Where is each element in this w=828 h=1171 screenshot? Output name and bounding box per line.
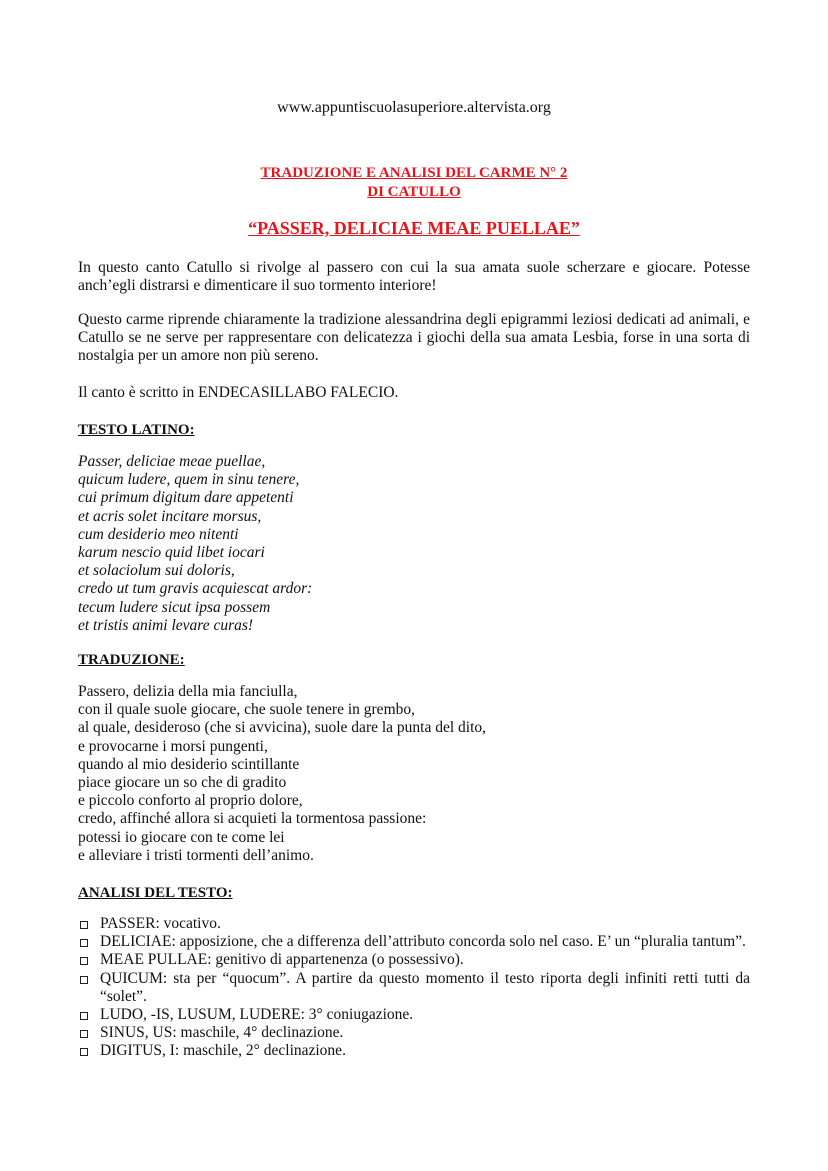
analysis-item-text: PASSER: vocativo. bbox=[100, 915, 221, 932]
intro-paragraph: Questo carme riprende chiaramente la tradizione alessandrina degli epigrammi leziosi dedicati ad animali, e Catullo se ne serve per rappresentare con delicatezza i giochi della sua amata Lesbia, forse in una sorta di nostalgia per un amore non più sereno. bbox=[78, 311, 750, 365]
verse-line: e alleviare i tristi tormenti dell’animo. bbox=[78, 846, 314, 864]
verse-line: Passer, deliciae meae puellae, bbox=[78, 453, 266, 470]
site-header: www.appuntiscuolasuperiore.altervista.org bbox=[277, 99, 551, 116]
analysis-list bbox=[78, 915, 750, 1061]
analysis-item bbox=[78, 1042, 750, 1060]
analysis-item bbox=[78, 970, 750, 1006]
verse-line: credo ut tum gravis acquiescat ardor: bbox=[78, 580, 313, 598]
verse-line: karum nescio quid libet iocari bbox=[78, 544, 265, 562]
analysis-item-text: DIGITUS, I: maschile, 2° declinazione. bbox=[100, 1042, 346, 1060]
verse-line: tecum ludere sicut ipsa possem bbox=[78, 598, 271, 616]
verse-line: quando al mio desiderio scintillante bbox=[78, 755, 300, 773]
analysis-item-text: QUICUM: sta per “quocum”. A partire da questo momento il testo riporta degli infiniti retti tutti da “solet”. bbox=[100, 969, 750, 1005]
analysis-item bbox=[78, 933, 750, 951]
analysis-item-text: DELICIAE: apposizione, che a differenza dell’attributo concorda solo nel caso. E’ un “pluralia tantum”. bbox=[100, 933, 746, 951]
analysis-item bbox=[78, 915, 750, 933]
latin-heading: TESTO LATINO: bbox=[78, 422, 195, 438]
latin-text bbox=[78, 453, 750, 635]
analysis-item-text: LUDO, -IS, LUSUM, LUDERE: 3° coniugazione. bbox=[100, 1006, 414, 1024]
analysis-item bbox=[78, 1024, 750, 1042]
verse-line: et tristis animi levare curas! bbox=[78, 616, 254, 634]
verse-line: cum desiderio meo nitenti bbox=[78, 525, 239, 543]
verse-line: potessi io giocare con te come lei bbox=[78, 828, 285, 846]
verse-line: credo, affinché allora si acquieti la tormentosa passione: bbox=[78, 810, 427, 828]
verse-line: quicum ludere, quem in sinu tenere, bbox=[78, 471, 300, 489]
analysis-item bbox=[78, 1006, 750, 1024]
checkbox-bullet-icon bbox=[80, 1048, 88, 1056]
verse-line: piace giocare un so che di gradito bbox=[78, 774, 287, 792]
translation-text bbox=[78, 683, 750, 865]
verse-line: al quale, desideroso (che si avvicina), suole dare la punta del dito, bbox=[78, 719, 487, 737]
analysis-item-text: MEAE PULLAE: genitivo di appartenenza (o possessivo). bbox=[100, 951, 464, 969]
verse-line: e provocarne i morsi pungenti, bbox=[78, 737, 268, 755]
analysis-item-text: SINUS, US: maschile, 4° declinazione. bbox=[100, 1024, 344, 1042]
checkbox-bullet-icon bbox=[80, 957, 88, 965]
verse-line: et acris solet incitare morsus, bbox=[78, 507, 262, 525]
checkbox-bullet-icon bbox=[80, 976, 88, 984]
title-line: TRADUZIONE E ANALISI DEL CARME N° 2 bbox=[260, 165, 568, 181]
verse-line: cui primum digitum dare appetenti bbox=[78, 489, 294, 507]
subtitle: “PASSER, DELICIAE MEAE PUELLAE” bbox=[248, 218, 580, 238]
title-line: DI CATULLO bbox=[367, 184, 461, 200]
verse-line: e piccolo conforto al proprio dolore, bbox=[78, 792, 303, 810]
intro-paragraph: In questo canto Catullo si rivolge al passero con cui la sua amata suole scherzare e giocare. Potesse anch’egli distrarsi e dimenticare il suo tormento interiore! bbox=[78, 259, 750, 295]
title bbox=[0, 164, 828, 202]
verse-line: con il quale suole giocare, che suole tenere in grembo, bbox=[78, 701, 415, 719]
intro-paragraph: Il canto è scritto in ENDECASILLABO FALECIO. bbox=[78, 384, 399, 401]
translation-heading: TRADUZIONE: bbox=[78, 652, 185, 668]
checkbox-bullet-icon bbox=[80, 939, 88, 947]
analysis-heading: ANALISI DEL TESTO: bbox=[78, 885, 233, 901]
verse-line: et solaciolum sui doloris, bbox=[78, 562, 235, 580]
verse-line: Passero, delizia della mia fanciulla, bbox=[78, 683, 298, 700]
checkbox-bullet-icon bbox=[80, 1030, 88, 1038]
checkbox-bullet-icon bbox=[80, 1012, 88, 1020]
analysis-item bbox=[78, 951, 750, 969]
checkbox-bullet-icon bbox=[80, 921, 88, 929]
